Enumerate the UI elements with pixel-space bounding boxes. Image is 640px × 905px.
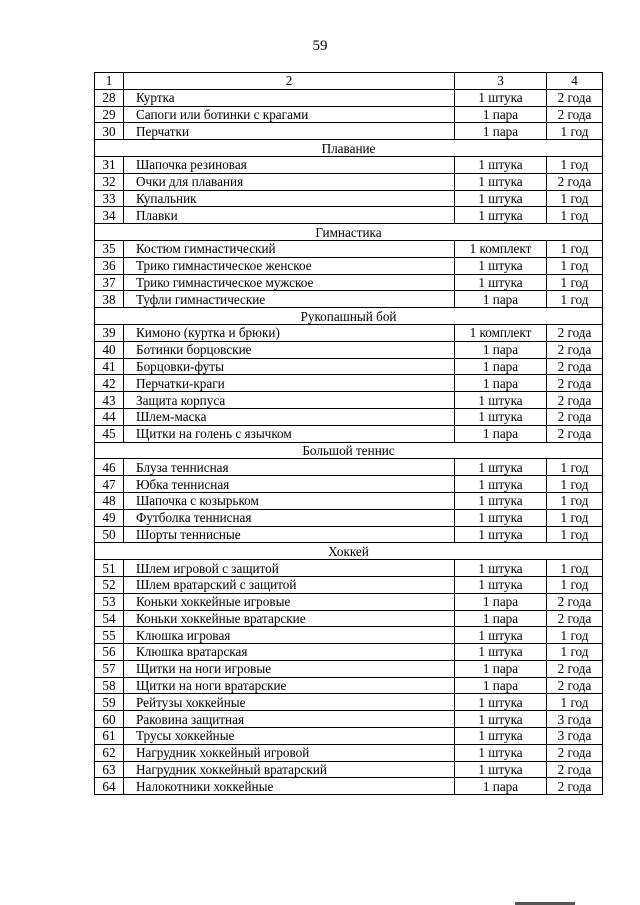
section-title: Хоккей bbox=[95, 543, 603, 560]
item-number: 29 bbox=[95, 106, 124, 123]
table-body bbox=[95, 73, 603, 795]
item-number: 64 bbox=[95, 778, 124, 795]
item-quantity: 1 пара bbox=[455, 106, 547, 123]
item-wear-term: 1 год bbox=[547, 123, 603, 140]
item-quantity: 1 штука bbox=[455, 408, 547, 425]
section-heading-row bbox=[95, 140, 603, 157]
section-heading-row bbox=[95, 543, 603, 560]
item-wear-term: 2 года bbox=[547, 677, 603, 694]
item-name: Трико гимнастическое мужское bbox=[124, 274, 455, 291]
item-quantity: 1 штука bbox=[455, 476, 547, 493]
item-number: 35 bbox=[95, 240, 124, 257]
table-row bbox=[95, 89, 603, 106]
table-row bbox=[95, 257, 603, 274]
item-name: Перчатки bbox=[124, 123, 455, 140]
item-name: Рейтузы хоккейные bbox=[124, 694, 455, 711]
table-row bbox=[95, 190, 603, 207]
table-row bbox=[95, 106, 603, 123]
item-wear-term: 1 год bbox=[547, 694, 603, 711]
item-wear-term: 1 год bbox=[547, 576, 603, 593]
item-number: 40 bbox=[95, 341, 124, 358]
item-name: Туфли гимнастические bbox=[124, 291, 455, 308]
item-name: Плавки bbox=[124, 207, 455, 224]
table-row bbox=[95, 627, 603, 644]
item-wear-term: 2 года bbox=[547, 341, 603, 358]
item-name: Шапочка с козырьком bbox=[124, 492, 455, 509]
item-name: Ботинки борцовские bbox=[124, 341, 455, 358]
item-name: Купальник bbox=[124, 190, 455, 207]
table-row bbox=[95, 358, 603, 375]
table-row bbox=[95, 392, 603, 409]
item-number: 62 bbox=[95, 744, 124, 761]
item-wear-term: 1 год bbox=[547, 156, 603, 173]
item-quantity: 1 штука bbox=[455, 560, 547, 577]
item-name: Перчатки-краги bbox=[124, 375, 455, 392]
item-quantity: 1 штука bbox=[455, 89, 547, 106]
item-wear-term: 2 года bbox=[547, 358, 603, 375]
column-number-row bbox=[95, 73, 603, 90]
item-name: Клюшка игровая bbox=[124, 627, 455, 644]
item-name: Борцовки-футы bbox=[124, 358, 455, 375]
item-number: 57 bbox=[95, 660, 124, 677]
column-number-2: 2 bbox=[124, 73, 455, 90]
table-row bbox=[95, 593, 603, 610]
item-name: Костюм гимнастический bbox=[124, 240, 455, 257]
item-quantity: 1 штука bbox=[455, 459, 547, 476]
table-row bbox=[95, 375, 603, 392]
item-name: Налокотники хоккейные bbox=[124, 778, 455, 795]
item-wear-term: 1 год bbox=[547, 492, 603, 509]
item-wear-term: 1 год bbox=[547, 257, 603, 274]
item-name: Футболка теннисная bbox=[124, 509, 455, 526]
item-wear-term: 1 год bbox=[547, 526, 603, 543]
item-wear-term: 1 год bbox=[547, 240, 603, 257]
item-number: 39 bbox=[95, 324, 124, 341]
item-name: Щитки на ноги игровые bbox=[124, 660, 455, 677]
item-number: 61 bbox=[95, 728, 124, 745]
item-quantity: 1 штука bbox=[455, 257, 547, 274]
item-number: 54 bbox=[95, 610, 124, 627]
item-wear-term: 1 год bbox=[547, 207, 603, 224]
table-row bbox=[95, 728, 603, 745]
item-name: Коньки хоккейные игровые bbox=[124, 593, 455, 610]
item-quantity: 1 пара bbox=[455, 375, 547, 392]
table-row bbox=[95, 778, 603, 795]
page-number: 59 bbox=[312, 38, 328, 54]
item-quantity: 1 пара bbox=[455, 660, 547, 677]
section-title: Гимнастика bbox=[95, 224, 603, 241]
item-number: 45 bbox=[95, 425, 124, 442]
item-quantity: 1 пара bbox=[455, 123, 547, 140]
item-name: Юбка теннисная bbox=[124, 476, 455, 493]
item-quantity: 1 пара bbox=[455, 593, 547, 610]
item-quantity: 1 штука bbox=[455, 492, 547, 509]
column-number-1: 1 bbox=[95, 73, 124, 90]
item-name: Клюшка вратарская bbox=[124, 644, 455, 661]
section-heading-row bbox=[95, 308, 603, 325]
item-number: 36 bbox=[95, 257, 124, 274]
item-number: 63 bbox=[95, 761, 124, 778]
item-wear-term: 2 года bbox=[547, 408, 603, 425]
item-name: Трусы хоккейные bbox=[124, 728, 455, 745]
item-name: Нагрудник хоккейный игровой bbox=[124, 744, 455, 761]
item-wear-term: 1 год bbox=[547, 509, 603, 526]
item-number: 34 bbox=[95, 207, 124, 224]
item-number: 50 bbox=[95, 526, 124, 543]
table-row bbox=[95, 509, 603, 526]
item-number: 33 bbox=[95, 190, 124, 207]
item-number: 30 bbox=[95, 123, 124, 140]
item-quantity: 1 штука bbox=[455, 190, 547, 207]
item-number: 42 bbox=[95, 375, 124, 392]
table-row bbox=[95, 576, 603, 593]
table-row bbox=[95, 526, 603, 543]
item-quantity: 1 штука bbox=[455, 392, 547, 409]
table-row bbox=[95, 694, 603, 711]
section-title: Рукопашный бой bbox=[95, 308, 603, 325]
item-quantity: 1 штука bbox=[455, 156, 547, 173]
item-name: Шлем-маска bbox=[124, 408, 455, 425]
item-number: 49 bbox=[95, 509, 124, 526]
item-wear-term: 2 года bbox=[547, 660, 603, 677]
item-number: 47 bbox=[95, 476, 124, 493]
item-number: 60 bbox=[95, 711, 124, 728]
item-number: 58 bbox=[95, 677, 124, 694]
item-quantity: 1 комплект bbox=[455, 240, 547, 257]
item-quantity: 1 штука bbox=[455, 207, 547, 224]
item-name: Куртка bbox=[124, 89, 455, 106]
column-number-4: 4 bbox=[547, 73, 603, 90]
item-number: 43 bbox=[95, 392, 124, 409]
item-quantity: 1 пара bbox=[455, 358, 547, 375]
item-name: Очки для плавания bbox=[124, 173, 455, 190]
item-quantity: 1 пара bbox=[455, 291, 547, 308]
item-quantity: 1 пара bbox=[455, 341, 547, 358]
section-heading-row bbox=[95, 442, 603, 459]
item-number: 56 bbox=[95, 644, 124, 661]
item-number: 32 bbox=[95, 173, 124, 190]
item-wear-term: 2 года bbox=[547, 778, 603, 795]
item-quantity: 1 пара bbox=[455, 425, 547, 442]
table-row bbox=[95, 660, 603, 677]
item-name: Раковина защитная bbox=[124, 711, 455, 728]
item-quantity: 1 штука bbox=[455, 761, 547, 778]
column-number-3: 3 bbox=[455, 73, 547, 90]
equipment-table bbox=[94, 72, 603, 795]
section-heading-row bbox=[95, 224, 603, 241]
item-quantity: 1 комплект bbox=[455, 324, 547, 341]
item-quantity: 1 штука bbox=[455, 576, 547, 593]
item-number: 31 bbox=[95, 156, 124, 173]
item-name: Щитки на ноги вратарские bbox=[124, 677, 455, 694]
item-number: 28 bbox=[95, 89, 124, 106]
table-row bbox=[95, 644, 603, 661]
item-name: Коньки хоккейные вратарские bbox=[124, 610, 455, 627]
item-wear-term: 2 года bbox=[547, 324, 603, 341]
section-title: Большой теннис bbox=[95, 442, 603, 459]
item-name: Щитки на голень с язычком bbox=[124, 425, 455, 442]
item-quantity: 1 штука bbox=[455, 728, 547, 745]
item-name: Шлем вратарский с защитой bbox=[124, 576, 455, 593]
item-quantity: 1 пара bbox=[455, 778, 547, 795]
table-row bbox=[95, 560, 603, 577]
item-quantity: 1 штука bbox=[455, 694, 547, 711]
item-wear-term: 2 года bbox=[547, 593, 603, 610]
table-row bbox=[95, 744, 603, 761]
item-quantity: 1 штука bbox=[455, 509, 547, 526]
item-quantity: 1 штука bbox=[455, 627, 547, 644]
item-number: 41 bbox=[95, 358, 124, 375]
table-row bbox=[95, 291, 603, 308]
item-quantity: 1 пара bbox=[455, 677, 547, 694]
item-wear-term: 1 год bbox=[547, 291, 603, 308]
item-quantity: 1 штука bbox=[455, 644, 547, 661]
table-row bbox=[95, 476, 603, 493]
item-wear-term: 1 год bbox=[547, 560, 603, 577]
table-row bbox=[95, 761, 603, 778]
item-name: Шапочка резиновая bbox=[124, 156, 455, 173]
item-name: Трико гимнастическое женское bbox=[124, 257, 455, 274]
table-row bbox=[95, 459, 603, 476]
table-row bbox=[95, 492, 603, 509]
table-row bbox=[95, 173, 603, 190]
item-quantity: 1 штука bbox=[455, 274, 547, 291]
item-wear-term: 3 года bbox=[547, 728, 603, 745]
item-name: Сапоги или ботинки с крагами bbox=[124, 106, 455, 123]
item-wear-term: 2 года bbox=[547, 375, 603, 392]
table-row bbox=[95, 408, 603, 425]
item-number: 48 bbox=[95, 492, 124, 509]
item-wear-term: 2 года bbox=[547, 89, 603, 106]
item-name: Нагрудник хоккейный вратарский bbox=[124, 761, 455, 778]
item-wear-term: 1 год bbox=[547, 644, 603, 661]
item-quantity: 1 штука bbox=[455, 744, 547, 761]
item-number: 51 bbox=[95, 560, 124, 577]
table-row bbox=[95, 156, 603, 173]
table-row bbox=[95, 240, 603, 257]
table-row bbox=[95, 425, 603, 442]
item-quantity: 1 пара bbox=[455, 610, 547, 627]
item-wear-term: 2 года bbox=[547, 173, 603, 190]
item-name: Шорты теннисные bbox=[124, 526, 455, 543]
item-number: 59 bbox=[95, 694, 124, 711]
item-name: Шлем игровой с защитой bbox=[124, 560, 455, 577]
item-wear-term: 1 год bbox=[547, 274, 603, 291]
item-wear-term: 1 год bbox=[547, 476, 603, 493]
table-row bbox=[95, 341, 603, 358]
item-number: 37 bbox=[95, 274, 124, 291]
item-name: Защита корпуса bbox=[124, 392, 455, 409]
table-row bbox=[95, 610, 603, 627]
item-number: 53 bbox=[95, 593, 124, 610]
table-row bbox=[95, 123, 603, 140]
item-number: 46 bbox=[95, 459, 124, 476]
item-quantity: 1 штука bbox=[455, 173, 547, 190]
table-row bbox=[95, 274, 603, 291]
table-row bbox=[95, 711, 603, 728]
item-wear-term: 2 года bbox=[547, 392, 603, 409]
table-row bbox=[95, 324, 603, 341]
item-wear-term: 2 года bbox=[547, 610, 603, 627]
item-wear-term: 2 года bbox=[547, 761, 603, 778]
item-wear-term: 2 года bbox=[547, 425, 603, 442]
table-row bbox=[95, 207, 603, 224]
item-number: 38 bbox=[95, 291, 124, 308]
item-name: Блуза теннисная bbox=[124, 459, 455, 476]
item-wear-term: 3 года bbox=[547, 711, 603, 728]
item-quantity: 1 штука bbox=[455, 526, 547, 543]
item-wear-term: 1 год bbox=[547, 190, 603, 207]
item-wear-term: 2 года bbox=[547, 744, 603, 761]
item-number: 55 bbox=[95, 627, 124, 644]
item-wear-term: 1 год bbox=[547, 627, 603, 644]
item-wear-term: 2 года bbox=[547, 106, 603, 123]
item-quantity: 1 штука bbox=[455, 711, 547, 728]
item-name: Кимоно (куртка и брюки) bbox=[124, 324, 455, 341]
table-row bbox=[95, 677, 603, 694]
item-number: 52 bbox=[95, 576, 124, 593]
section-title: Плавание bbox=[95, 140, 603, 157]
item-number: 44 bbox=[95, 408, 124, 425]
item-wear-term: 1 год bbox=[547, 459, 603, 476]
